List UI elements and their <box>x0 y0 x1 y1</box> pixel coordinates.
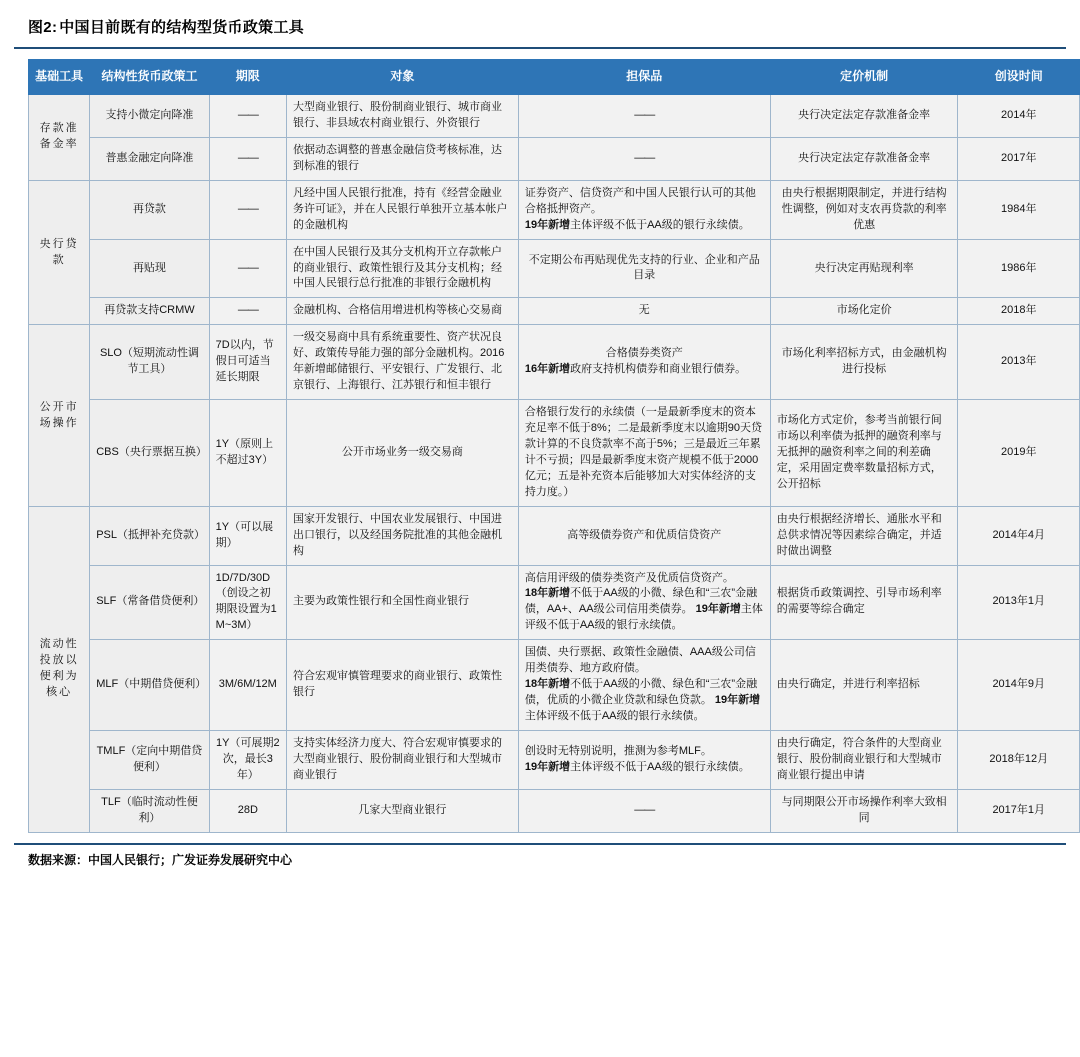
table-row <box>29 506 1080 565</box>
footer-divider <box>14 843 1066 845</box>
tool-pricing: 由央行根据经济增长、通胀水平和总供求情况等因素综合确定，并适时做出调整 <box>770 506 958 565</box>
table-row <box>29 325 1080 400</box>
tool-term: 1Y（可展期2次，最长3年） <box>209 730 286 789</box>
tool-term: 1Y（原则上不超过3Y） <box>209 400 286 507</box>
tool-created: 2014年4月 <box>958 506 1080 565</box>
tool-name: 再贷款支持CRMW <box>90 298 209 325</box>
table-row <box>29 298 1080 325</box>
tool-name: 支持小微定向降准 <box>90 95 209 138</box>
tool-created: 2013年1月 <box>958 565 1080 640</box>
tool-name: CBS（央行票据互换） <box>90 400 209 507</box>
tool-created: 2019年 <box>958 400 1080 507</box>
collateral-extra: 主体评级不低于AA级的银行永续债。 <box>570 218 750 231</box>
table-header <box>29 60 1080 95</box>
tool-created: 2017年 <box>958 137 1080 180</box>
tool-term: 7D以内，节假日可适当延长期限 <box>209 325 286 400</box>
tool-created: 2017年1月 <box>958 789 1080 832</box>
tool-term: —— <box>209 180 286 239</box>
collateral-extra: 不低于AA级的小微、绿色和“三农”金融债，优质的小微企业贷款和绿色贷款。 <box>524 678 758 707</box>
tool-collateral: 合格银行发行的永续债（一是最新季度末的资本充足率不低于8%；二是最新季度末以逾期90天贷款计算的不良贷款率不高于5%；三是最近三年累计不亏损；四是最新季度末资产规模不低于2000亿元；五是补充资本后能够加大对实体经济的支持力度。） <box>518 400 770 507</box>
tool-term: 1D/7D/30D（创设之初期限设置为1M~3M） <box>209 565 286 640</box>
group-label-open-market-operation: 公开市场操作 <box>29 325 90 506</box>
group-label-liquidity-facilities: 流动性投放以便利为核心 <box>29 506 90 832</box>
tool-pricing: 由央行确定，并进行利率招标 <box>770 640 958 731</box>
tool-object: 国家开发银行、中国农业发展银行、中国进出口银行，以及经国务院批准的其他金融机构 <box>286 506 518 565</box>
tool-object: 在中国人民银行及其分支机构开立存款帐户的商业银行、政策性银行及其分支机构；经中国人民银行总行批准的非银行金融机构 <box>286 239 518 298</box>
tool-object: 公开市场业务一级交易商 <box>286 400 518 507</box>
tool-object: 符合宏观审慎管理要求的商业银行、政策性银行 <box>286 640 518 731</box>
title-divider <box>14 47 1066 49</box>
header-row <box>29 60 1080 95</box>
tool-object: 几家大型商业银行 <box>286 789 518 832</box>
tool-pricing: 央行决定法定存款准备金率 <box>770 137 958 180</box>
tool-collateral <box>518 325 770 400</box>
tool-created: 2018年 <box>958 298 1080 325</box>
collateral-extra-2: 主体评级不低于AA级的银行永续债。 <box>524 603 763 632</box>
tool-name: SLO（短期流动性调节工具） <box>90 325 209 400</box>
group-label-central-bank-loans: 央行贷款 <box>29 180 90 325</box>
table-body <box>29 95 1080 833</box>
tool-collateral <box>518 180 770 239</box>
tool-collateral: 无 <box>518 298 770 325</box>
collateral-main: 合格债券类资产 <box>605 347 683 360</box>
page-title: 中国目前既有的结构型货币政策工具 <box>59 19 305 36</box>
collateral-extra-label: 19年新增 <box>524 218 571 231</box>
figure-footer <box>14 843 1066 868</box>
column-header-pricing: 定价机制 <box>770 60 958 95</box>
tool-term: —— <box>209 298 286 325</box>
figure-title <box>14 14 1066 47</box>
tool-object: 大型商业银行、股份制商业银行、城市商业银行、非县域农村商业银行、外资银行 <box>286 95 518 138</box>
collateral-extra-label-2: 19年新增 <box>714 694 761 707</box>
tool-name: 再贷款 <box>90 180 209 239</box>
tool-term: 1Y（可以展期） <box>209 506 286 565</box>
tool-collateral <box>518 565 770 640</box>
column-header-object: 对象 <box>286 60 518 95</box>
collateral-main: 证券资产、信贷资产和中国人民银行认可的其他合格抵押资产。 <box>524 186 756 215</box>
tool-term: 28D <box>209 789 286 832</box>
tool-object: 依据动态调整的普惠金融信贷考核标准，达到标准的银行 <box>286 137 518 180</box>
monetary-policy-tools-table <box>28 59 1080 833</box>
table-row <box>29 137 1080 180</box>
tool-name: TLF（临时流动性便利） <box>90 789 209 832</box>
tool-pricing: 由央行根据期限制定，并进行结构性调整，例如对支农再贷款的利率优惠 <box>770 180 958 239</box>
tool-object: 支持实体经济力度大、符合宏观审慎要求的大型商业银行、股份制商业银行和大型城市商业银行 <box>286 730 518 789</box>
column-header-base-tool: 基础工具 <box>29 60 90 95</box>
table-row <box>29 180 1080 239</box>
tool-pricing: 由央行确定，符合条件的大型商业银行、股份制商业银行和大型城市商业银行提出申请 <box>770 730 958 789</box>
column-header-term: 期限 <box>209 60 286 95</box>
tool-collateral: —— <box>518 137 770 180</box>
tool-name: SLF（常备借贷便利） <box>90 565 209 640</box>
table-row <box>29 95 1080 138</box>
collateral-extra-label-2: 19年新增 <box>695 603 741 616</box>
table-row <box>29 789 1080 832</box>
tool-term: —— <box>209 137 286 180</box>
collateral-extra-label: 18年新增 <box>524 678 571 691</box>
tool-collateral: —— <box>518 789 770 832</box>
tool-term: —— <box>209 95 286 138</box>
tool-name: PSL（抵押补充贷款） <box>90 506 209 565</box>
tool-object: 凡经中国人民银行批准，持有《经营金融业务许可证》，并在人民银行单独开立基本帐户的金融机构 <box>286 180 518 239</box>
tool-pricing: 市场化定价 <box>770 298 958 325</box>
table-row <box>29 640 1080 731</box>
tool-created: 2014年 <box>958 95 1080 138</box>
tool-object: 主要为政策性银行和全国性商业银行 <box>286 565 518 640</box>
collateral-extra-2: 主体评级不低于AA级的银行永续债。 <box>524 710 705 722</box>
tool-collateral <box>518 730 770 789</box>
data-source: 数据来源：中国人民银行；广发证券发展研究中心 <box>28 852 293 867</box>
tool-created: 2018年12月 <box>958 730 1080 789</box>
tool-pricing: 央行决定再贴现利率 <box>770 239 958 298</box>
column-header-created: 创设时间 <box>958 60 1080 95</box>
tool-collateral <box>518 640 770 731</box>
tool-created: 2014年9月 <box>958 640 1080 731</box>
column-header-collateral: 担保品 <box>518 60 770 95</box>
tool-created: 2013年 <box>958 325 1080 400</box>
collateral-main: 创设时无特别说明，推测为参考MLF。 <box>524 744 712 757</box>
table-row <box>29 730 1080 789</box>
collateral-extra-label: 16年新增 <box>524 363 571 376</box>
tool-created: 1986年 <box>958 239 1080 298</box>
tool-pricing: 市场化方式定价，参考当前银行间市场以利率债为抵押的融资利率与无抵押的融资利率之间的利差确定，采用固定费率数量招标方式，公开招标 <box>770 400 958 507</box>
collateral-extra: 主体评级不低于AA级的银行永续债。 <box>570 760 750 773</box>
collateral-extra: 不低于AA级的小微、绿色和“三农”金融债，AA+、AA级公司信用类债券。 <box>524 587 758 616</box>
table-row <box>29 239 1080 298</box>
figure-number: 图2: <box>28 19 58 36</box>
column-header-structural-tool: 结构性货币政策工 <box>90 60 209 95</box>
group-label-reserve-ratio: 存款准备金率 <box>29 95 90 181</box>
tool-object: 金融机构、合格信用增进机构等核心交易商 <box>286 298 518 325</box>
table-row <box>29 400 1080 507</box>
tool-name: TMLF（定向中期借贷便利） <box>90 730 209 789</box>
collateral-extra: 政府支持机构债券和商业银行债券。 <box>570 363 747 376</box>
tool-pricing: 与同期限公开市场操作利率大致相同 <box>770 789 958 832</box>
tool-collateral: 高等级债券资产和优质信贷资产 <box>518 506 770 565</box>
tool-object: 一级交易商中具有系统重要性、资产状况良好、政策传导能力强的部分金融机构。2016年新增邮储银行、平安银行、广发银行、北京银行、上海银行、江苏银行和恒丰银行 <box>286 325 518 400</box>
collateral-main: 高信用评级的债券类资产及优质信贷资产。 <box>524 571 734 584</box>
tool-name: 再贴现 <box>90 239 209 298</box>
collateral-extra-label: 19年新增 <box>524 760 571 773</box>
tool-pricing: 根据货币政策调控、引导市场利率的需要等综合确定 <box>770 565 958 640</box>
tool-name: MLF（中期借贷便利） <box>90 640 209 731</box>
tool-pricing: 央行决定法定存款准备金率 <box>770 95 958 138</box>
tool-name: 普惠金融定向降准 <box>90 137 209 180</box>
tool-collateral: —— <box>518 95 770 138</box>
tool-term: —— <box>209 239 286 298</box>
tool-term: 3M/6M/12M <box>209 640 286 731</box>
tool-created: 1984年 <box>958 180 1080 239</box>
tool-pricing: 市场化利率招标方式，由金融机构进行投标 <box>770 325 958 400</box>
tool-collateral: 不定期公布再贴现优先支持的行业、企业和产品目录 <box>518 239 770 298</box>
table-row <box>29 565 1080 640</box>
collateral-extra-label: 18年新增 <box>524 587 571 600</box>
collateral-main: 国债、央行票据、政策性金融债、AAA级公司信用类债券、地方政府债。 <box>524 646 756 675</box>
